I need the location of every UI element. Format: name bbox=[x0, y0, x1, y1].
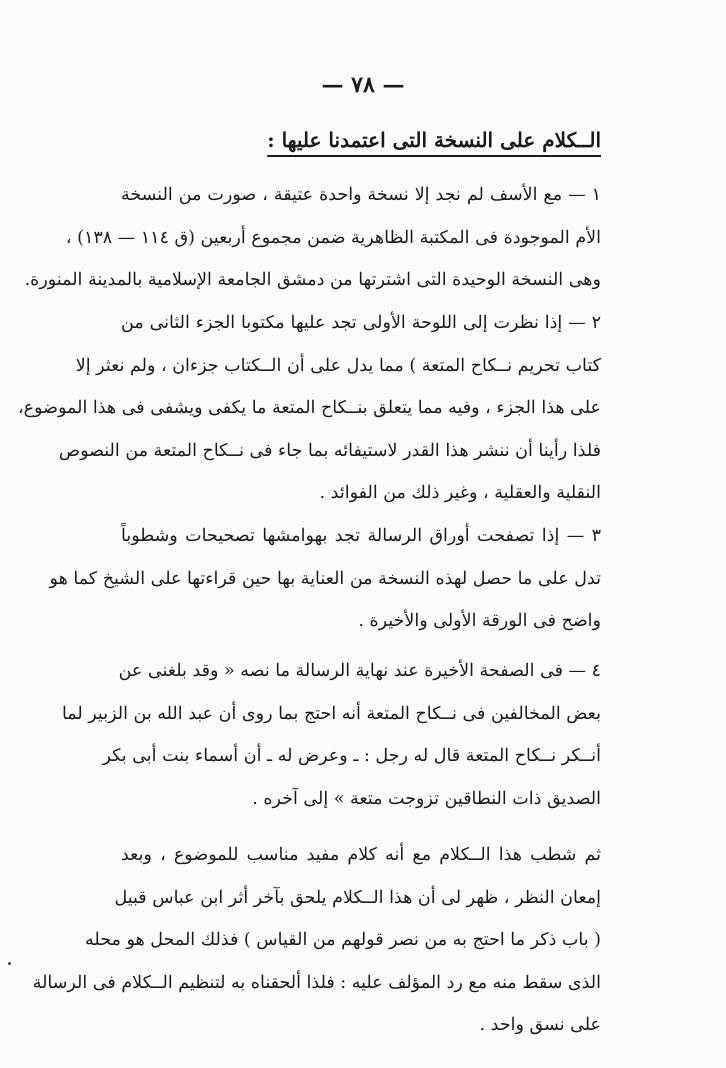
text-line: كتاب تحريم نــكاح المتعة ) مما يدل على أن الــكتاب جزءان ، ولم نعثر إلا bbox=[75, 355, 601, 376]
text-line: بعض المخالفين فى نــكاح المتعة أنه احتج بما روى أن عبد الله بن الزبير لما bbox=[61, 703, 601, 724]
paragraph-2 bbox=[17, 302, 601, 515]
text-line: إمعان النظر ، ظهر لى أن هذا الــكلام يلحق بآخر أثر ابن عباس قبيل bbox=[114, 887, 601, 908]
text-line: الصديق ذات النطاقين تزوجت متعة » إلى آخره . bbox=[252, 788, 601, 809]
text-line: النقلية والعقلية ، وغير ذلك من الفوائد . bbox=[319, 483, 601, 503]
text-line: على نسق واحد . bbox=[479, 1015, 601, 1035]
text-line: ١ — مع الأسف لم نجد إلا نسخة واحدة عتيقة ، صورت من النسخة bbox=[121, 185, 601, 205]
text-line: تدل على ما حصل لهذه النسخة من العناية بها حين قراءتها على الشيخ كما هو bbox=[49, 568, 601, 589]
paragraph-5 bbox=[32, 834, 601, 1047]
text-line: ٤ — فى الصفحة الأخيرة عند نهاية الرسالة ما نصه « وقد بلغنى عن bbox=[118, 661, 601, 681]
text-line: ٣ — إذا تصفحت أوراق الرسالة تجد بهوامشها تصحيحات وشطوباً bbox=[121, 526, 601, 546]
text-line: أنــكر نــكاح المتعة قال له رجل : ـ وعرض له ـ أن أسماء بنت أبى بكر bbox=[102, 746, 601, 766]
page-number: — ٧٨ — bbox=[321, 72, 405, 98]
text-line: ثم شطب هذا الــكلام مع أنه كلام مفيد مناسب للموضوع ، وبعد bbox=[121, 845, 601, 865]
text-line: الذى سقط منه مع رد المؤلف عليه : فلذا ألحقناه به لتنظيم الــكلام فى الرسالة bbox=[32, 972, 601, 993]
scan-speck bbox=[8, 962, 11, 965]
paragraph-3 bbox=[49, 515, 601, 643]
section-heading: الــكلام على النسخة التى اعتمدنا عليها : bbox=[267, 128, 601, 152]
text-line: واضح فى الورقة الأولى والأخيرة . bbox=[358, 611, 601, 631]
text-line: فلذا رأينا أن ننشر هذا القدر لاستيفائه بما جاء فى نــكاح المتعة من النصوص bbox=[58, 440, 601, 461]
text-line: على هذا الجزء ، وفيه مما يتعلق بنــكاح المتعة ما يكفى ويشفى فى هذا الموضوع، bbox=[17, 398, 601, 418]
paragraph-1 bbox=[24, 174, 601, 302]
text-line: الأم الموجودة فى المكتبة الظاهرية ضمن مجموع أربعين (ق ١١٤ — ١٣٨) ، bbox=[65, 227, 601, 248]
paragraph-4 bbox=[61, 650, 601, 820]
text-line: ٢ — إذا نظرت إلى اللوحة الأولى تجد عليها مكتوبا الجزء الثانى من bbox=[121, 313, 601, 333]
text-line: ( باب ذكر ما احتج به من نصر قولهم من القياس ) فذلك المحل هو محله bbox=[85, 930, 601, 950]
text-line: وهى النسخة الوحيدة التى اشترتها من دمشق الجامعة الإسلامية بالمدينة المنورة. bbox=[24, 270, 601, 290]
